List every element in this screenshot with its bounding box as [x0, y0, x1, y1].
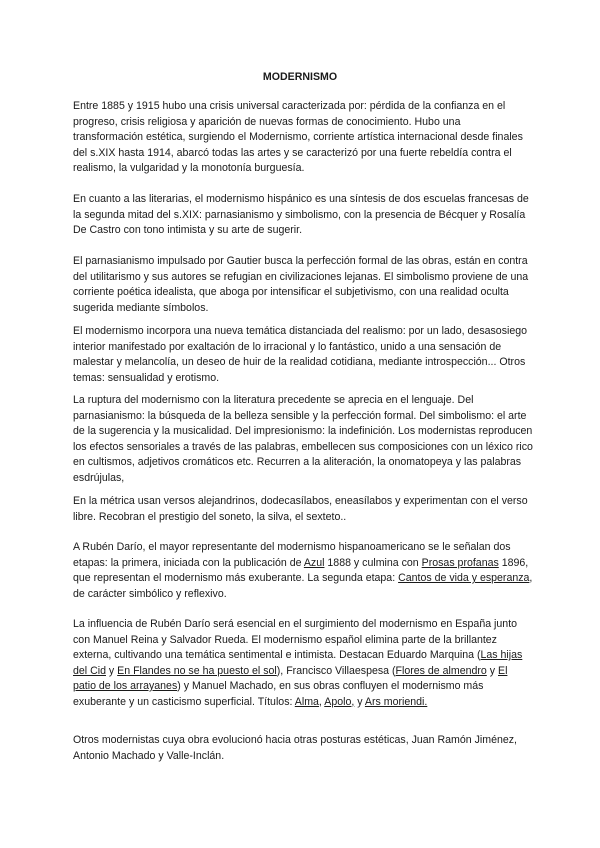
text-span: 1888 y culmina con	[324, 556, 422, 569]
text-span: y	[354, 695, 365, 708]
work-cantos-de-vida: Cantos de vida y esperanza	[398, 572, 530, 584]
work-flores-de-almendro: Flores de almendro	[395, 664, 487, 677]
text-span: ) y Manuel Machado, en sus obras confluyen el modernismo más exuberante y un casticismo superficial. Títulos:	[73, 680, 484, 708]
work-ars-moriendi: Ars moriendi.	[364, 695, 428, 708]
work-las-hijas-del-cid: Las hijas del Cid	[73, 649, 523, 677]
paragraph-parnasianism-symbolism: El parnasianismo impulsado por Gautier busca la perfección formal de las obras, están en contra del utilitarismo y sus autores se refugian en civilizaciones lejanas. El simbolismo proviene de una corriente poética idealista, que aboga por intensificar el subjetivismo, con una realidad oculta sugerida mediante símbolos.	[73, 255, 529, 314]
paragraph-other-modernists: Otros modernistas cuya obra evolucionó hacia otras posturas estéticas, Juan Ramón Jiménez, Antonio Machado y Valle-Inclán.	[73, 734, 517, 762]
paragraph-spain-influence	[73, 617, 533, 710]
text-span: ), Francisco Villaespesa (	[276, 664, 396, 677]
text-span: y	[105, 664, 118, 677]
work-prosas-profanas: Prosas profanas	[421, 556, 499, 569]
text-span: A Rubén Darío, el mayor representante del modernismo hispanoamericano se le señalan dos etapas: la primera, iniciada con la publicación de	[73, 541, 511, 569]
paragraph-literary-schools: En cuanto a las literarias, el modernismo hispánico es una síntesis de dos escuelas francesas de la segunda mitad del s.XIX: parnasianismo y simbolismo, con la presencia de Bécquer y Rosalía De Castro con tono intimista y su arte de sugerir.	[73, 193, 529, 236]
paragraph-ruben-dario	[73, 540, 533, 602]
work-apolo: Apolo,	[324, 695, 355, 708]
work-en-flandes: En Flandes no se ha puesto el sol	[117, 664, 277, 677]
work-azul: Azul	[303, 556, 325, 569]
text-span: 1896, que representan el modernismo más exuberante. La segunda etapa:	[73, 556, 529, 584]
text-span: , de carácter simbólico y reflexivo.	[73, 572, 533, 600]
work-alma: Alma,	[294, 695, 322, 708]
page-title: MODERNISMO	[262, 71, 338, 83]
paragraph-intro: Entre 1885 y 1915 hubo una crisis universal caracterizada por: pérdida de la confianza en el progreso, crisis religiosa y aparición de nuevas formas de conocimiento. Hubo una transformación estética, surgiendo el Modernismo, corriente artística internacional desde finales del s.XIX hasta 1914, abarcó todas las artes y se caracterizó por una fuerte rebeldía contra el realismo, la vulgaridad y la monotonía burguesía.	[73, 100, 523, 174]
paragraph-themes: El modernismo incorpora una nueva temática distanciada del realismo: por un lado, desasosiego interior manifestado por exaltación de lo irracional y lo fantástico, unido a una sensación de malestar y melancolía, un deseo de huir de la realidad cotidiana, mediante introspección... Otros temas: sensualidad y erotismo.	[73, 325, 528, 384]
text-span: La influencia de Rubén Darío será esencial en el surgimiento del modernismo en España junto con Manuel Reina y Salvador Rueda. El modernismo español elimina parte de la brillantez externa, cultivando una temática sentimental e intimista. Destacan Eduardo Marquina (	[73, 618, 518, 661]
paragraph-language: La ruptura del modernismo con la literatura precedente se aprecia en el lenguaje. Del parnasianismo: la búsqueda de la belleza sensible y la perfección formal. Del simbolismo: el arte de la sugerencia y la musicalidad. Del impresionismo: la indefinición. Los modernistas reproducen los efectos sensoriales a través de las palabras, embellecen sus composiciones con un léxico rico en cultismos, adjetivos cromáticos etc. Recurren a la aliteración, la onomatopeya y las palabras esdrújulas,	[73, 394, 533, 484]
text-span: y	[486, 664, 498, 677]
work-el-patio-de-los-arrayanes: El patio de los arrayanes	[73, 664, 508, 692]
paragraph-metrics: En la métrica usan versos alejandrinos, dodecasílabos, eneasílabos y experimentan con el verso libre. Recobran el prestigio del soneto, la silva, el sexteto..	[73, 495, 528, 523]
